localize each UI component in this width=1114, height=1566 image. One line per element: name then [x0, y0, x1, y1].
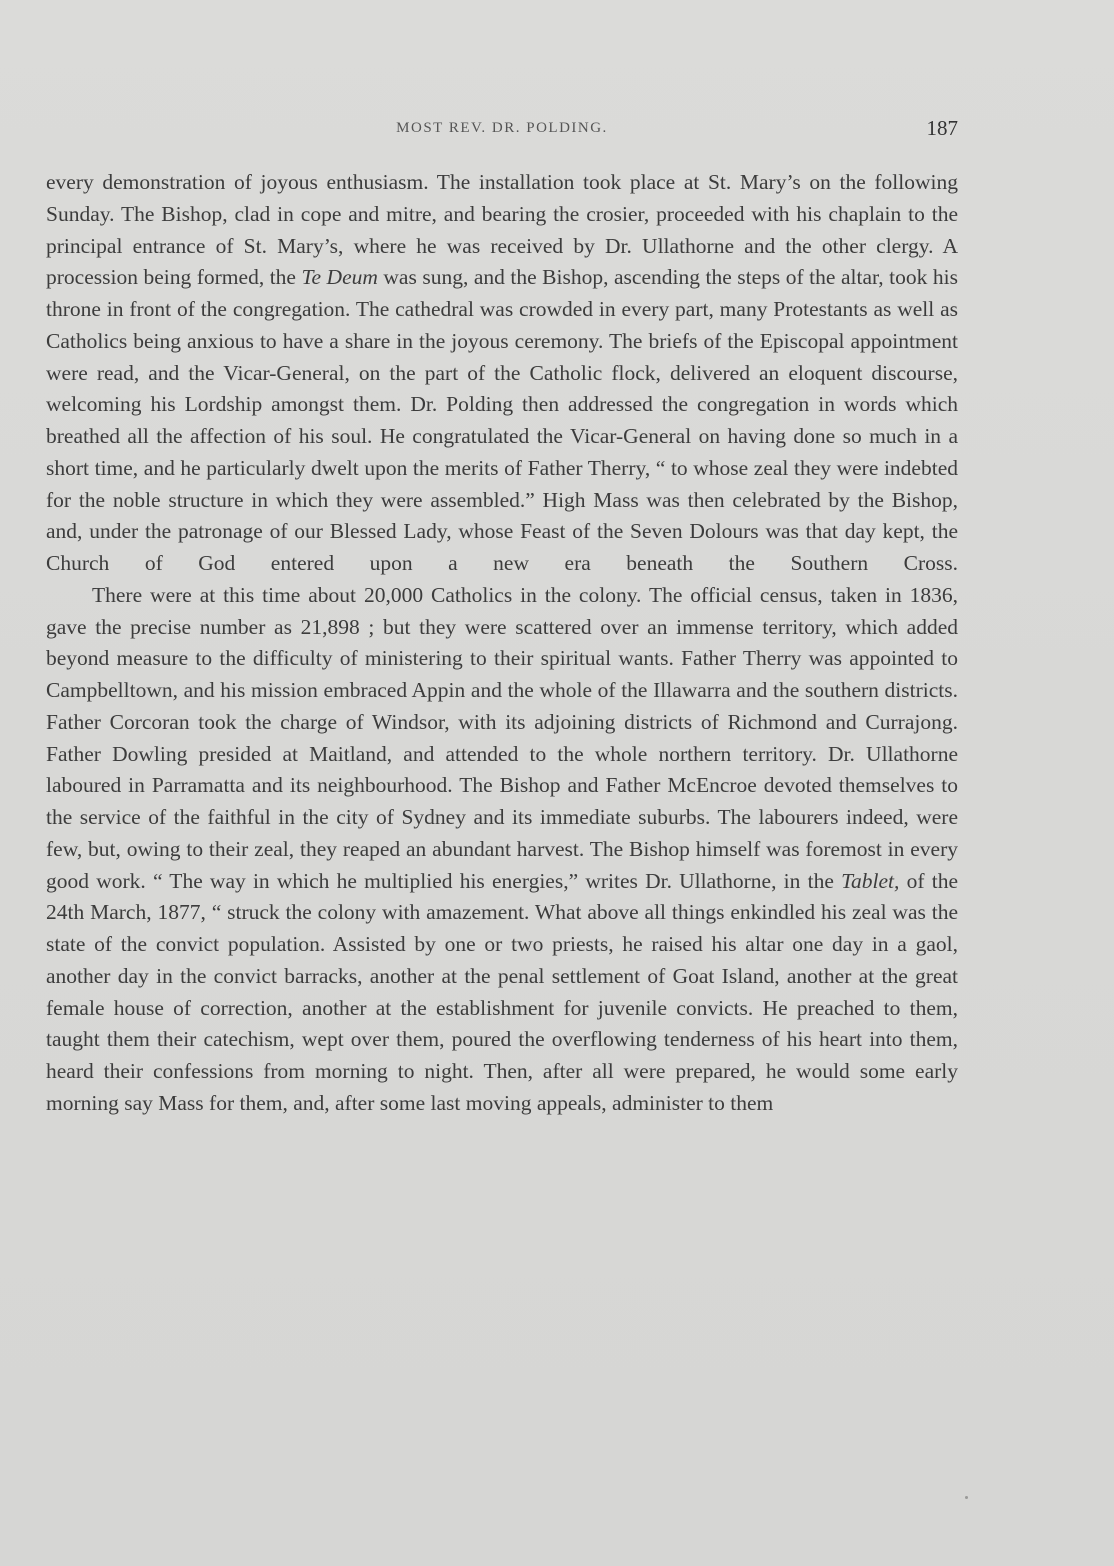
tablet-italic: Tablet,	[841, 868, 900, 893]
body-text	[46, 167, 958, 1120]
page-number: 187	[926, 116, 958, 140]
paragraph-2-text-cont: of the 24th March, 1877, “ struck the colony with amazement. What above all things enkindled his zeal was the state of the convict population. Assisted by one or two priests, he raised his altar one day in a gaol, another day in the convict barracks, another at the penal settlement of Goat Island, another at the great female house of correction, another at the establishment for juvenile convicts. He preached to them, taught them their catechism, wept over them, poured the overflowing tenderness of his heart into them, heard their confessions from morning to night. Then, after all were prepared, he would some early morning say Mass for them, and, after some last moving appeals, administer to them	[46, 868, 958, 1115]
running-title: MOST REV. DR. POLDING.	[396, 120, 608, 136]
paragraph-1	[46, 167, 958, 580]
paragraph-1-text: every demonstration of joyous enthusiasm. The installation took place at St. Mary’s on the following Sunday. The Bishop, clad in cope and mitre, and bearing the crosier, proceeded with his chaplain to the principal entrance of St. Mary’s, where he was received by Dr. Ullathorne and the other clergy. A procession being formed, the	[46, 170, 958, 290]
paragraph-2-text: There were at this time about 20,000 Catholics in the colony. The official census, taken in 1836, gave the precise number as 21,898 ; but they were scattered over an immense territory, which added beyond measure to the difficulty of ministering to their spiritual wants. Father Therry was appointed to Campbelltown, and his mission embraced Appin and the whole of the Illawarra and the southern districts. Father Corcoran took the charge of Windsor, with its adjoining districts of Richmond and Currajong. Father Dowling presided at Maitland, and attended to the whole northern territory. Dr. Ullathorne laboured in Parramatta and its neighbourhood. The Bishop and Father McEncroe devoted themselves to the service of the faithful in the city of Sydney and its immediate suburbs. The labourers indeed, were few, but, owing to their zeal, they reaped an abundant harvest. The Bishop himself was foremost in every good work. “ The way in which he multiplied his energies,” writes Dr. Ullathorne, in the	[46, 582, 958, 893]
paragraph-2	[46, 580, 958, 1120]
paragraph-1-text-cont: was sung, and the Bishop, ascending the steps of the altar, took his throne in front of the congregation. The cathedral was crowded in every part, many Protestants as well as Catholics being anxious to have a share in the joyous ceremony. The briefs of the Episcopal appointment were read, and the Vicar-General, on the part of the Catholic flock, delivered an eloquent discourse, welcoming his Lordship amongst them. Dr. Polding then addressed the congregation in words which breathed all the affection of his soul. He congratulated the Vicar-General on having done so much in a short time, and he particularly dwelt upon the merits of Father Therry, “ to whose zeal they were indebted for the noble structure in which they were assembled.” High Mass was then celebrated by the Bishop, and, under the patronage of our Blessed Lady, whose Feast of the Seven Dolours was that day kept, the Church of God entered upon a new era beneath the Southern Cross.	[46, 265, 958, 575]
paper-speck	[965, 1496, 968, 1499]
te-deum-italic: Te Deum	[301, 265, 378, 290]
running-head	[46, 118, 958, 144]
